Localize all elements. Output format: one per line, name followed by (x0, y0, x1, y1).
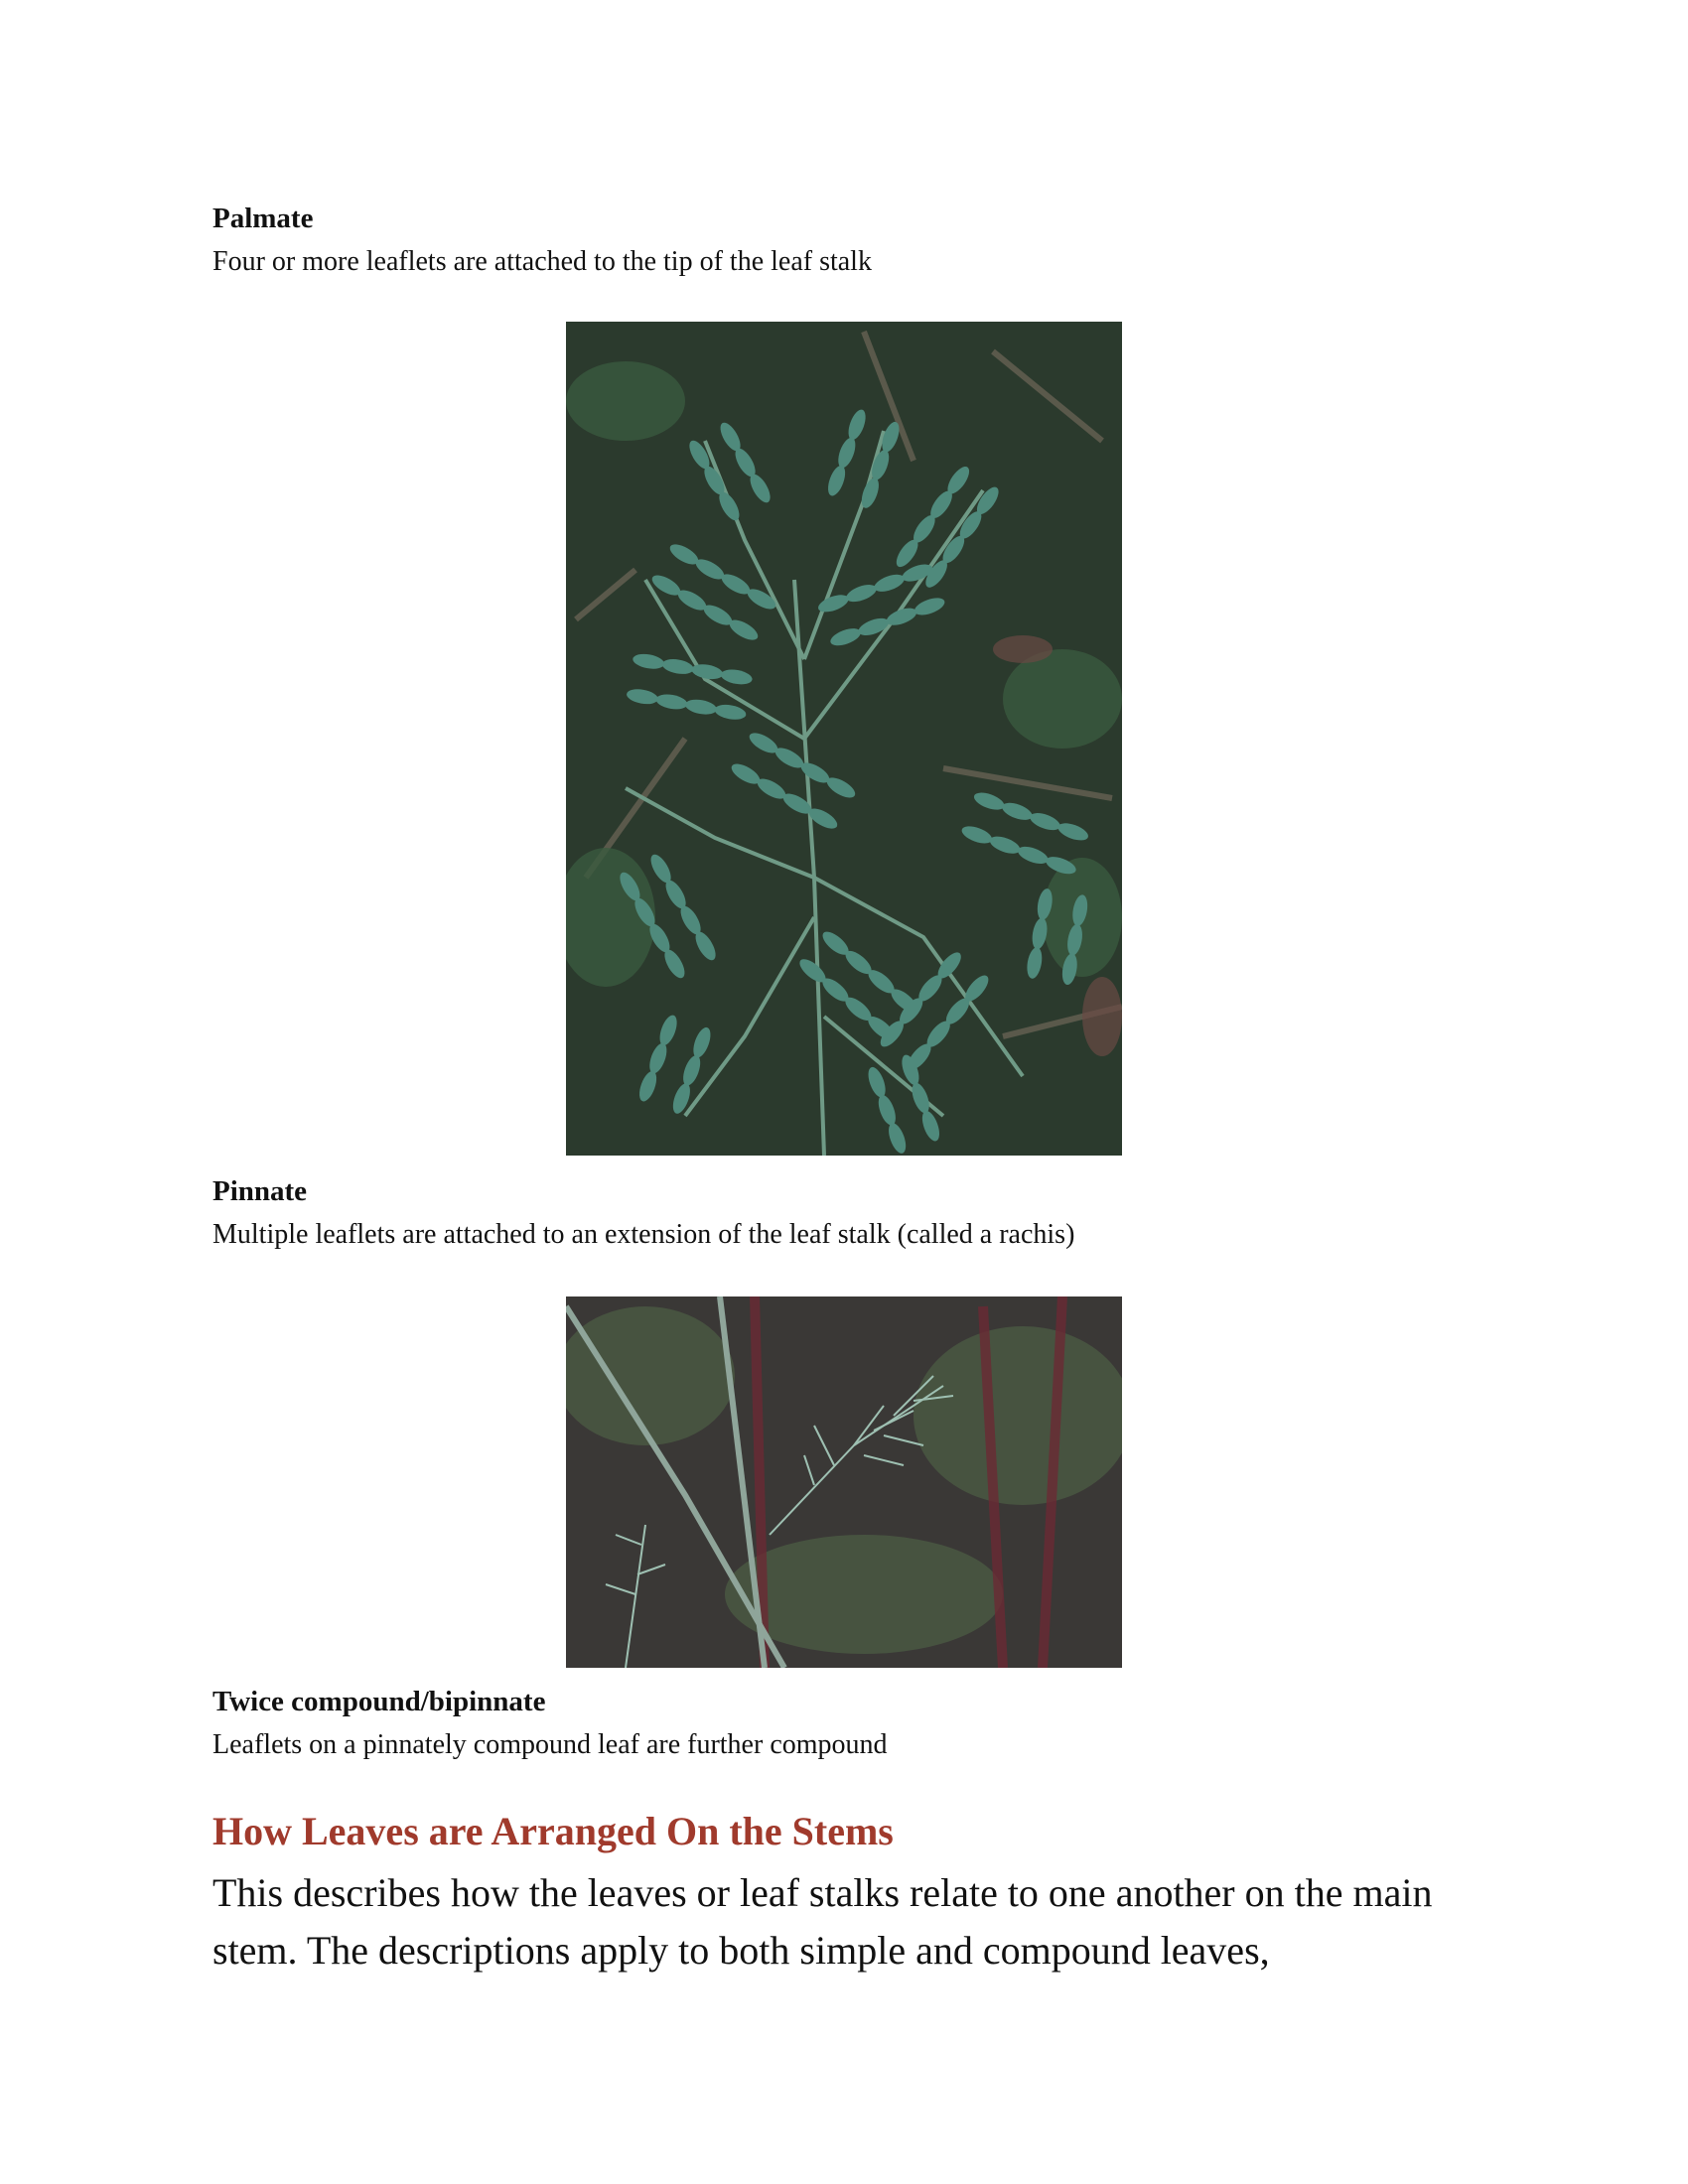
section-heading: How Leaves are Arranged On the Stems (212, 1809, 894, 1853)
term-pinnate: Pinnate (212, 1175, 308, 1207)
bipinnate-leaf-photo (566, 1297, 1122, 1668)
section-body: This describes how the leaves or leaf stalks relate to one another on the main stem. The descriptions apply to both simple and compound leaves, (212, 1870, 1433, 1973)
bipinnate-leaf-image (566, 1297, 1122, 1668)
pinnate-leaf-photo (566, 322, 1122, 1156)
term-palmate: Palmate (212, 203, 314, 234)
description-bipinnate: Leaflets on a pinnately compound leaf are further compound (212, 1729, 888, 1760)
pinnate-leaf-image (566, 322, 1122, 1156)
term-bipinnate: Twice compound/bipinnate (212, 1686, 546, 1717)
description-pinnate: Multiple leaflets are attached to an extension of the leaf stalk (called a rachis) (212, 1219, 1075, 1250)
description-palmate: Four or more leaflets are attached to the tip of the leaf stalk (212, 246, 872, 277)
